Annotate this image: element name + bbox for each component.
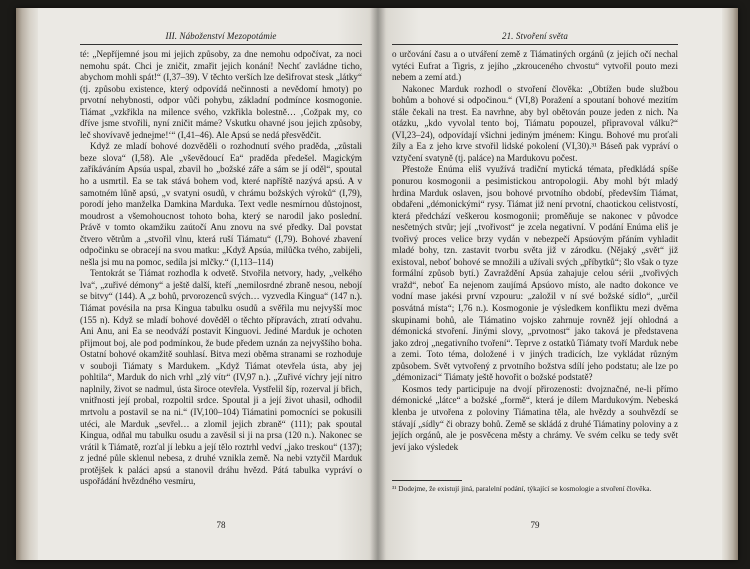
footnote: ³¹ Dodejme, že existují jiná, paralelní podání, týkající se kosmologie a stvoření člověka.	[392, 484, 652, 493]
left-running-header: III. Náboženství Mezopotámie	[165, 31, 277, 41]
left-page	[38, 8, 378, 560]
left-page-number: 78	[216, 520, 226, 530]
right-paragraph-1: o určování času a o utváření země z Tiámatiných orgánů (z jejích očí nechal vytéci Eufrat a Tigris, z jejího „zkrouceného chvostu“ vytvořil pouto mezi nebem a zemí atd.)	[392, 49, 678, 83]
footnote-rule	[392, 480, 462, 481]
right-body-text	[392, 49, 678, 453]
book-page-edges-right	[722, 8, 738, 560]
right-page-number: 79	[530, 520, 540, 530]
right-paragraph-2: Nakonec Marduk rozhodl o stvoření člověka: „Obtížen bude službou bohům a bohové si odpočinou.“ (VI,8) Poražení a spoutaní bohové mezitím stále čekali na trest. Ea navrhne, aby byl obětován pouze jeden z nich. Na otázku, „kdo vyvolal tento boj, Tiámatu popouzel, připravoval válku?“ (VI,23–24), odpovídají všichni jediným jménem: Kingu. Bohové mu proťali žíly a Ea z jeho krve stvořil lidské pokolení (VI,30).³¹ Báseň pak vypráví o vztyčení svatyně (tj. paláce) na Mardukovu počest.	[392, 83, 678, 163]
left-paragraph-3: Tentokrát se Tiámat rozhodla k odvetě. Stvořila netvory, hady, „velkého lva“, „zuřivé démony“ a ještě další, kteří „nemilosrdné zbraně nesou, nebojí se bitvy“ (144). A „z bohů, prvorozenců svých… vyzvedla Kingua“ (147 n.). Tiámat povésila na prsa Kingua tabulku osudů a svěřila mu nejvyšší moc (155 n). Když se mladí bohové dověděl o těchto přípravách, ztratí odvahu. Ani Anu, ani Ea se neodváží postavit Kinguovi. Jediné Marduk je ochoten přijmout boj, ale pod podmínkou, že bude předem uznán za nejvyššího boha. Ostatní bohové okamžitě souhlasí. Bitva mezi oběma stranami se rozhoduje v souboji Tiámaty s Mardukem. „Když Tiámat otevřela ústa, aby jej pohltila“, Marduk do nich vrhl „zlý vítr“ (IV,97 n.). „Zuřivé víchry její nitro naplnily, život se nadmul, ústa široce otevřela. Vystřelil šíp, rozerval jí břich, vnitřnosti její probal, rozpoltil srdce. Spoutal ji a její život uhasil, odhodil mrtvolu a postavil se na ni.“ (IV,100–104) Tiámatini pomocníci se pokusili utéci, ale Marduk „sevřel… a zlomil jejich zbraně“ (111); pak spoutal Kingua, odňal mu tabulku osudu a zavěsil si ji na prsa (120 n.). Nakonec se vrátil k Tiámatě, rozťal jí lebku a její tělo roztrhl vedví „jako treskou“ (137); z jedné půle sklenul nebesa, z druhé vznikla země. Na nebi vztyčil Marduk protějšek k paláci apsú a stanovil dráhu hvězd. Pátá tabulka vypráví o uspořádání hvězdného vesmíru,	[80, 268, 362, 487]
right-running-header: 21. Stvoření světa	[501, 31, 569, 41]
left-paragraph-2: Když ze mladí bohové dozvěděli o rozhodnutí svého praděda, „zůstali beze slova“ (I,58). Ale „vševědoucí Ea“ praděda předešel. Magickým zaříkáváním Apsúa uspal, zbavil ho „božské záře a sám se jí oděl“, spoutal ho a usmrtil. Ea se tak stává bohem vod, které napříště nazývá apsú. A v samotném lůně apsú, „v svatyni osudů, v chrámu božských výroků“ (I,79), porodí jeho manželka Damkina Marduka. Text vedle nesmírnou důstojnost, moudrost a všemohoucnost tohoto boha, který se narodil jako poslední. Právě v tomto okamžiku zaútočí Anu znovu na své předky. Dal povstat čtvero větrům a „stvořil vlnu, která ruší Tiámatu“ (I,79). Bohové zbavení odpočinku se obracejí na svou matku: „Když Apsúa, milůčka tvého, zabijeli, nešla jsi mu na pomoc, sedíla jsi mlčky.“ (I,113–114)	[80, 141, 362, 267]
right-paragraph-3: Přestože Enúma eliš využívá tradiční mytická témata, předkládá spíše ponurou kosmogonii a pesimistickou antropologii. Aby mohl být mladý hrdina Marduk oslaven, jsou bohové prvotního období, především Tiámat, obdařeni „démonickými“ rysy. Tiámat již není prvotní, chaotickou celistvostí, která předchází veškerou kosmogonii; proměňuje se nakonec v původce nesčetných stvůr; její „tvořivost“ je zcela negativní. V podání Enúma eliš je tvořivý proces velice brzy vydán v nebezpečí Apsúovým přáním vyhladit mladé bohy, tzn. zastavit tvorbu světa již v zárodku. (Nějaký „svět“ již existoval, neboť bohové se množili a užívali svých „příbytků“; šlo však o tyze formální způsob bytí.) Zavraždění Apsúa zahajuje celou sérii „tvořivých vražd“, neboť Ea nejenom zaujímá Apsúovo místo, ale nadto dokonce ve vodní mase jakési první vzpouru: „založil v ní své božské sídlo“, „určil posvátná místa“; I,76 n.). Kosmogonie je výsledkem konfliktu mezi dvěma skupinami bohů, ale Tiámatino vojsko zahrnuje rovněž její ohlodná a démonická stvoření. Jinými slovy, „prvotnost“ jako taková je představena jako zdroj „negativního tvoření“. Teprve z ostatků Tiámaty tvoří Marduk nebe a zemi. Toto téma, doložené i v jiných tradicích, lze vykládat různým způsobem. Svět vytvořený z prvotního božstva sdílí jeho podstatu; ale lze po „démonizaci“ Tiámaty ještě hovořit o božské podstatě?	[392, 164, 678, 383]
right-page	[378, 8, 722, 560]
right-paragraph-4: Kosmos tedy participuje na dvojí přirozenosti: dvojznačné, ne-li přímo démonické „látce“ a božské „formě“, která je dílem Mardukovým. Nebeská klenba je utvořena z poloviny Tiámatina těla, ale hvězdy a souhvězdí se stávají „sídly“ či obrazy bohů. Země se skládá z druhé Tiámatiny poloviny a z jejích orgánů, ale je posvěcena městy a chrámy. Ve svém celku se tedy svět jeví jako výsledek	[392, 383, 678, 452]
left-paragraph-1: té: „Nepříjemné jsou mi jejich způsoby, za dne nemohu odpočívat, za noci nemohu spát. Chci je zničit, zmařit jejich konání! Nechť zavládne ticho, abychom mohli spát!“ (I,37–39). V těchto verších lze dešifrovat stesk „látky“ (tj. způsobu existence, který odpovídá nečinnosti a nevědomí hmoty) po prvotní nehybnosti, odpor vůči pohybu, základní podmínce kosmogonie. Tiámat „vzkřikla na milence svého, vzkřikla bolestně… ‚Cožpak my, co dříve jsme stvořili, nyní zničit máme? Vskutku ohavné jsou jejich způsoby, leč shovívavě jednejme!‘“ (I,41–46). Ale Apsú se nedá přesvědčit.	[80, 49, 362, 140]
left-body-text	[80, 49, 362, 488]
book-page-edges-left	[16, 8, 38, 560]
left-header-rule	[80, 44, 362, 45]
right-header-rule	[392, 44, 678, 45]
